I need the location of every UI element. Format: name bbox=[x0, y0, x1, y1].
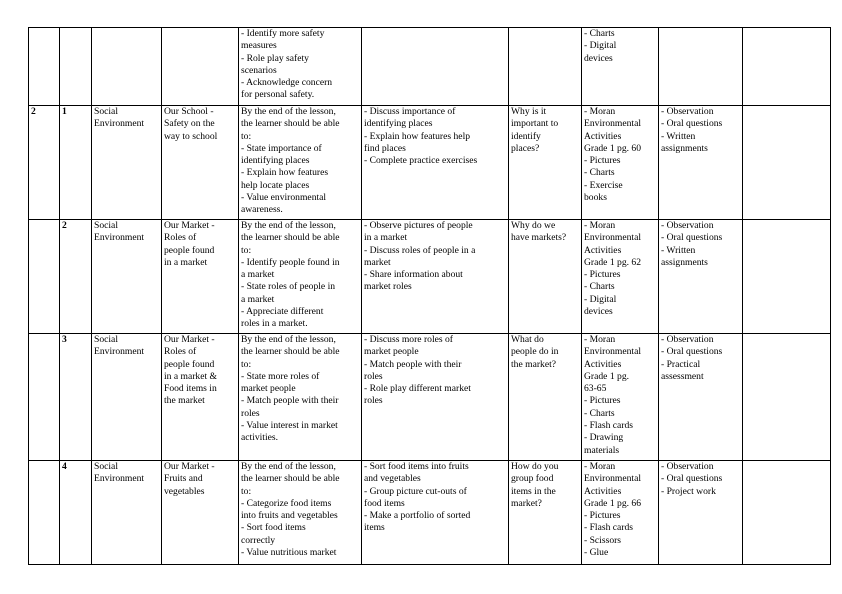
cell-key-inquiry-question bbox=[509, 220, 582, 334]
cell-text-line: and vegetables bbox=[364, 473, 421, 485]
cell-week bbox=[29, 334, 60, 461]
cell-text-line: - Moran bbox=[584, 334, 616, 345]
cell-learning-experiences bbox=[362, 106, 509, 220]
cell-text-line: - Written bbox=[661, 130, 696, 142]
cell-text-line: Fruits and bbox=[164, 473, 203, 485]
cell-text-line: devices bbox=[584, 306, 613, 318]
cell-text-line: - Sort food items into fruits bbox=[364, 461, 469, 472]
cell-text-line: materials bbox=[584, 444, 620, 456]
cell-assessment bbox=[659, 106, 743, 220]
cell-text-line: - Value environmental bbox=[241, 192, 327, 204]
cell-text-line: Activities bbox=[584, 358, 622, 370]
cell-text-line: roles bbox=[364, 395, 383, 407]
cell-text-line: Food items in bbox=[164, 383, 217, 395]
table-row bbox=[29, 334, 831, 461]
cell-text-line: people found bbox=[164, 244, 215, 256]
cell-text-line: Grade 1 pg. 62 bbox=[584, 256, 642, 268]
cell-text-line: - Pictures bbox=[584, 510, 621, 522]
cell-text-line: - Oral questions bbox=[661, 232, 723, 244]
cell-text-line: - Exercise bbox=[584, 179, 623, 191]
cell-text-line: Environment bbox=[94, 232, 145, 244]
cell-learning-outcomes bbox=[239, 106, 362, 220]
cell-text-line: - Glue bbox=[584, 547, 609, 559]
cell-text-line: - State importance of bbox=[241, 142, 322, 154]
cell-text-line: - Make a portfolio of sorted bbox=[364, 510, 471, 522]
cell-text-line: Safety on the bbox=[164, 118, 215, 130]
cell-week bbox=[29, 461, 60, 565]
cell-text-line: - Observation bbox=[661, 106, 714, 117]
cell-text-line: - Flash cards bbox=[584, 420, 634, 432]
cell-text-line: - Digital bbox=[584, 40, 617, 52]
cell-text-line: to: bbox=[241, 485, 252, 497]
cell-text-line: - Pictures bbox=[584, 395, 621, 407]
table-body bbox=[29, 28, 831, 565]
cell-text-line: - Digital bbox=[584, 293, 617, 305]
cell-learning-experiences bbox=[362, 334, 509, 461]
cell-text-line: Our Market - bbox=[164, 461, 215, 472]
cell-week: 2 bbox=[29, 106, 60, 220]
cell-text-line: Environmental bbox=[584, 473, 642, 485]
cell-text-line: Social bbox=[94, 106, 118, 117]
cell-text-line: Our School - bbox=[164, 106, 214, 117]
cell-text-line: market people bbox=[241, 383, 296, 395]
cell-text-line: Roles of bbox=[164, 346, 197, 358]
cell-text-line: Grade 1 pg. 60 bbox=[584, 142, 642, 154]
cell-text-line: the learner should be able bbox=[241, 232, 340, 244]
cell-text-line: - Discuss more roles of bbox=[364, 334, 453, 345]
cell-text-line: activities. bbox=[241, 432, 279, 444]
cell-sub-strand bbox=[162, 28, 239, 106]
cell-text-line: identify bbox=[511, 130, 541, 142]
cell-remarks bbox=[743, 220, 831, 334]
cell-key-inquiry-question bbox=[509, 28, 582, 106]
cell-text-line: identifying places bbox=[364, 118, 433, 130]
cell-assessment bbox=[659, 461, 743, 565]
cell-learning-outcomes bbox=[239, 220, 362, 334]
cell-remarks bbox=[743, 106, 831, 220]
cell-text-line: By the end of the lesson, bbox=[241, 106, 336, 117]
cell-text-line: market? bbox=[511, 497, 542, 509]
cell-text-line: - Explain how features bbox=[241, 167, 329, 179]
cell-key-inquiry-question bbox=[509, 334, 582, 461]
cell-sub-strand bbox=[162, 334, 239, 461]
cell-text-line: - Observation bbox=[661, 461, 714, 472]
cell-text-line: - Oral questions bbox=[661, 346, 723, 358]
cell-text-line: Why is it bbox=[511, 106, 547, 117]
cell-key-inquiry-question bbox=[509, 461, 582, 565]
cell-text-line: - Moran bbox=[584, 461, 616, 472]
cell-text-line: scenarios bbox=[241, 64, 277, 76]
scheme-of-work-page bbox=[28, 27, 831, 565]
cell-text-line: to: bbox=[241, 130, 252, 142]
cell-text-line: Environmental bbox=[584, 232, 642, 244]
cell-text-line: Activities bbox=[584, 485, 622, 497]
cell-strand bbox=[92, 28, 162, 106]
cell-text-line: awareness. bbox=[241, 204, 283, 216]
cell-text-line: food items bbox=[364, 497, 405, 509]
cell-text-line: - Value interest in market bbox=[241, 420, 338, 432]
cell-text-line: assignments bbox=[661, 256, 708, 268]
cell-text-line: - Practical bbox=[661, 358, 701, 370]
cell-text-line: roles bbox=[241, 407, 260, 419]
cell-text-line: Our Market - bbox=[164, 334, 215, 345]
scheme-of-work-table bbox=[28, 27, 831, 565]
cell-text-line: Our Market - bbox=[164, 220, 215, 231]
cell-learning-resources bbox=[582, 106, 659, 220]
cell-text-line: - Pictures bbox=[584, 155, 621, 167]
cell-text-line: - Identify people found in bbox=[241, 256, 340, 268]
cell-learning-experiences bbox=[362, 461, 509, 565]
cell-text-line: vegetables bbox=[164, 485, 205, 497]
cell-text-line: - Moran bbox=[584, 106, 616, 117]
cell-text-line: 63-65 bbox=[584, 383, 607, 395]
cell-learning-resources bbox=[582, 220, 659, 334]
cell-text-line: - Value nutritious market bbox=[241, 547, 337, 559]
cell-text-line: way to school bbox=[164, 130, 218, 142]
cell-text-line: devices bbox=[584, 52, 613, 64]
table-row bbox=[29, 461, 831, 565]
cell-strand bbox=[92, 334, 162, 461]
cell-text-line: to: bbox=[241, 358, 252, 370]
cell-text-line: places? bbox=[511, 142, 540, 154]
cell-sub-strand bbox=[162, 106, 239, 220]
cell-text-line: Environment bbox=[94, 346, 145, 358]
cell-strand bbox=[92, 220, 162, 334]
cell-text-line: Why do we bbox=[511, 220, 556, 231]
cell-learning-outcomes bbox=[239, 334, 362, 461]
table-row bbox=[29, 220, 831, 334]
cell-text-line: a market bbox=[241, 293, 275, 305]
cell-week bbox=[29, 220, 60, 334]
cell-learning-resources bbox=[582, 28, 659, 106]
cell-text-line: - Pictures bbox=[584, 269, 621, 281]
cell-text-line: market people bbox=[364, 346, 419, 358]
cell-text-line: - Charts bbox=[584, 407, 615, 419]
cell-week bbox=[29, 28, 60, 106]
cell-text-line: By the end of the lesson, bbox=[241, 334, 336, 345]
cell-text-line: - Observation bbox=[661, 334, 714, 345]
cell-text-line: Activities bbox=[584, 244, 622, 256]
cell-text-line: for personal safety. bbox=[241, 89, 315, 101]
cell-text-line: items bbox=[364, 522, 385, 534]
cell-learning-outcomes bbox=[239, 461, 362, 565]
cell-text-line: - Share information about bbox=[364, 269, 463, 281]
cell-text-line: - Oral questions bbox=[661, 118, 723, 130]
cell-text-line: help locate places bbox=[241, 179, 310, 191]
cell-learning-resources bbox=[582, 461, 659, 565]
cell-assessment bbox=[659, 334, 743, 461]
cell-learning-resources bbox=[582, 334, 659, 461]
cell-text-line: the learner should be able bbox=[241, 118, 340, 130]
cell-text-line: - Charts bbox=[584, 28, 615, 39]
cell-text-line: Grade 1 pg. bbox=[584, 370, 630, 382]
cell-text-line: - Moran bbox=[584, 220, 616, 231]
cell-text-line: roles bbox=[364, 370, 383, 382]
table-row bbox=[29, 28, 831, 106]
cell-text-line: - Match people with their bbox=[241, 395, 339, 407]
cell-text-line: assessment bbox=[661, 370, 704, 382]
cell-text-line: - Discuss roles of people in a bbox=[364, 244, 476, 256]
cell-strand bbox=[92, 106, 162, 220]
cell-remarks bbox=[743, 461, 831, 565]
cell-text-line: - Observe pictures of people bbox=[364, 220, 473, 231]
cell-strand bbox=[92, 461, 162, 565]
cell-learning-experiences bbox=[362, 220, 509, 334]
cell-text-line: - Role play different market bbox=[364, 383, 471, 395]
cell-text-line: Environmental bbox=[584, 346, 642, 358]
cell-text-line: - Complete practice exercises bbox=[364, 155, 478, 167]
cell-text-line: Social bbox=[94, 461, 118, 472]
cell-sub-strand bbox=[162, 461, 239, 565]
cell-text-line: - Discuss importance of bbox=[364, 106, 456, 117]
cell-lesson bbox=[60, 28, 92, 106]
cell-text-line: - State more roles of bbox=[241, 370, 320, 382]
cell-learning-outcomes bbox=[239, 28, 362, 106]
cell-text-line: into fruits and vegetables bbox=[241, 510, 338, 522]
table-row bbox=[29, 106, 831, 220]
cell-text-line: - Flash cards bbox=[584, 522, 634, 534]
cell-text-line: - Charts bbox=[584, 167, 615, 179]
cell-text-line: - Sort food items bbox=[241, 522, 306, 534]
cell-text-line: items in the bbox=[511, 485, 556, 497]
cell-text-line: How do you bbox=[511, 461, 559, 472]
cell-remarks bbox=[743, 28, 831, 106]
cell-text-line: By the end of the lesson, bbox=[241, 220, 336, 231]
cell-text-line: - Oral questions bbox=[661, 473, 723, 485]
cell-lesson: 2 bbox=[60, 220, 92, 334]
cell-text-line: Social bbox=[94, 334, 118, 345]
cell-assessment bbox=[659, 28, 743, 106]
cell-lesson: 4 bbox=[60, 461, 92, 565]
cell-text-line: the learner should be able bbox=[241, 346, 340, 358]
cell-text-line: Roles of bbox=[164, 232, 197, 244]
cell-text-line: Environment bbox=[94, 473, 145, 485]
cell-text-line: - Charts bbox=[584, 281, 615, 293]
cell-text-line: Social bbox=[94, 220, 118, 231]
cell-text-line: roles in a market. bbox=[241, 318, 308, 330]
cell-text-line: Environmental bbox=[584, 118, 642, 130]
cell-text-line: people found bbox=[164, 358, 215, 370]
cell-text-line: What do bbox=[511, 334, 544, 345]
cell-text-line: - Role play safety bbox=[241, 52, 309, 64]
cell-assessment bbox=[659, 220, 743, 334]
cell-text-line: measures bbox=[241, 40, 277, 52]
cell-text-line: - Drawing bbox=[584, 432, 624, 444]
cell-text-line: identifying places bbox=[241, 155, 310, 167]
cell-text-line: in a market bbox=[364, 232, 408, 244]
cell-text-line: - Written bbox=[661, 244, 696, 256]
cell-remarks bbox=[743, 334, 831, 461]
cell-text-line: Grade 1 pg. 66 bbox=[584, 497, 642, 509]
cell-text-line: - Project work bbox=[661, 485, 716, 497]
cell-text-line: - State roles of people in bbox=[241, 281, 336, 293]
cell-text-line: a market bbox=[241, 269, 275, 281]
cell-text-line: - Observation bbox=[661, 220, 714, 231]
cell-text-line: the market bbox=[164, 395, 205, 407]
cell-text-line: in a market bbox=[164, 256, 208, 268]
cell-lesson: 1 bbox=[60, 106, 92, 220]
cell-text-line: to: bbox=[241, 244, 252, 256]
cell-text-line: the learner should be able bbox=[241, 473, 340, 485]
cell-text-line: market bbox=[364, 256, 391, 268]
cell-text-line: books bbox=[584, 192, 607, 204]
cell-text-line: - Categorize food items bbox=[241, 497, 332, 509]
cell-text-line: - Acknowledge concern bbox=[241, 77, 333, 89]
cell-text-line: - Scissors bbox=[584, 534, 622, 546]
cell-text-line: - Match people with their bbox=[364, 358, 462, 370]
cell-text-line: find places bbox=[364, 142, 406, 154]
cell-text-line: have markets? bbox=[511, 232, 567, 244]
cell-text-line: the market? bbox=[511, 358, 557, 370]
cell-text-line: Environment bbox=[94, 118, 145, 130]
cell-text-line: - Identify more safety bbox=[241, 28, 325, 39]
cell-sub-strand bbox=[162, 220, 239, 334]
cell-text-line: correctly bbox=[241, 534, 276, 546]
cell-text-line: market roles bbox=[364, 281, 412, 293]
cell-text-line: By the end of the lesson, bbox=[241, 461, 336, 472]
cell-lesson: 3 bbox=[60, 334, 92, 461]
cell-text-line: - Group picture cut-outs of bbox=[364, 485, 467, 497]
cell-text-line: - Explain how features help bbox=[364, 130, 471, 142]
cell-text-line: people do in bbox=[511, 346, 559, 358]
cell-learning-experiences bbox=[362, 28, 509, 106]
cell-text-line: group food bbox=[511, 473, 554, 485]
cell-key-inquiry-question bbox=[509, 106, 582, 220]
cell-text-line: assignments bbox=[661, 142, 708, 154]
cell-text-line: important to bbox=[511, 118, 559, 130]
cell-text-line: - Appreciate different bbox=[241, 306, 324, 318]
cell-text-line: Activities bbox=[584, 130, 622, 142]
cell-text-line: in a market & bbox=[164, 370, 218, 382]
